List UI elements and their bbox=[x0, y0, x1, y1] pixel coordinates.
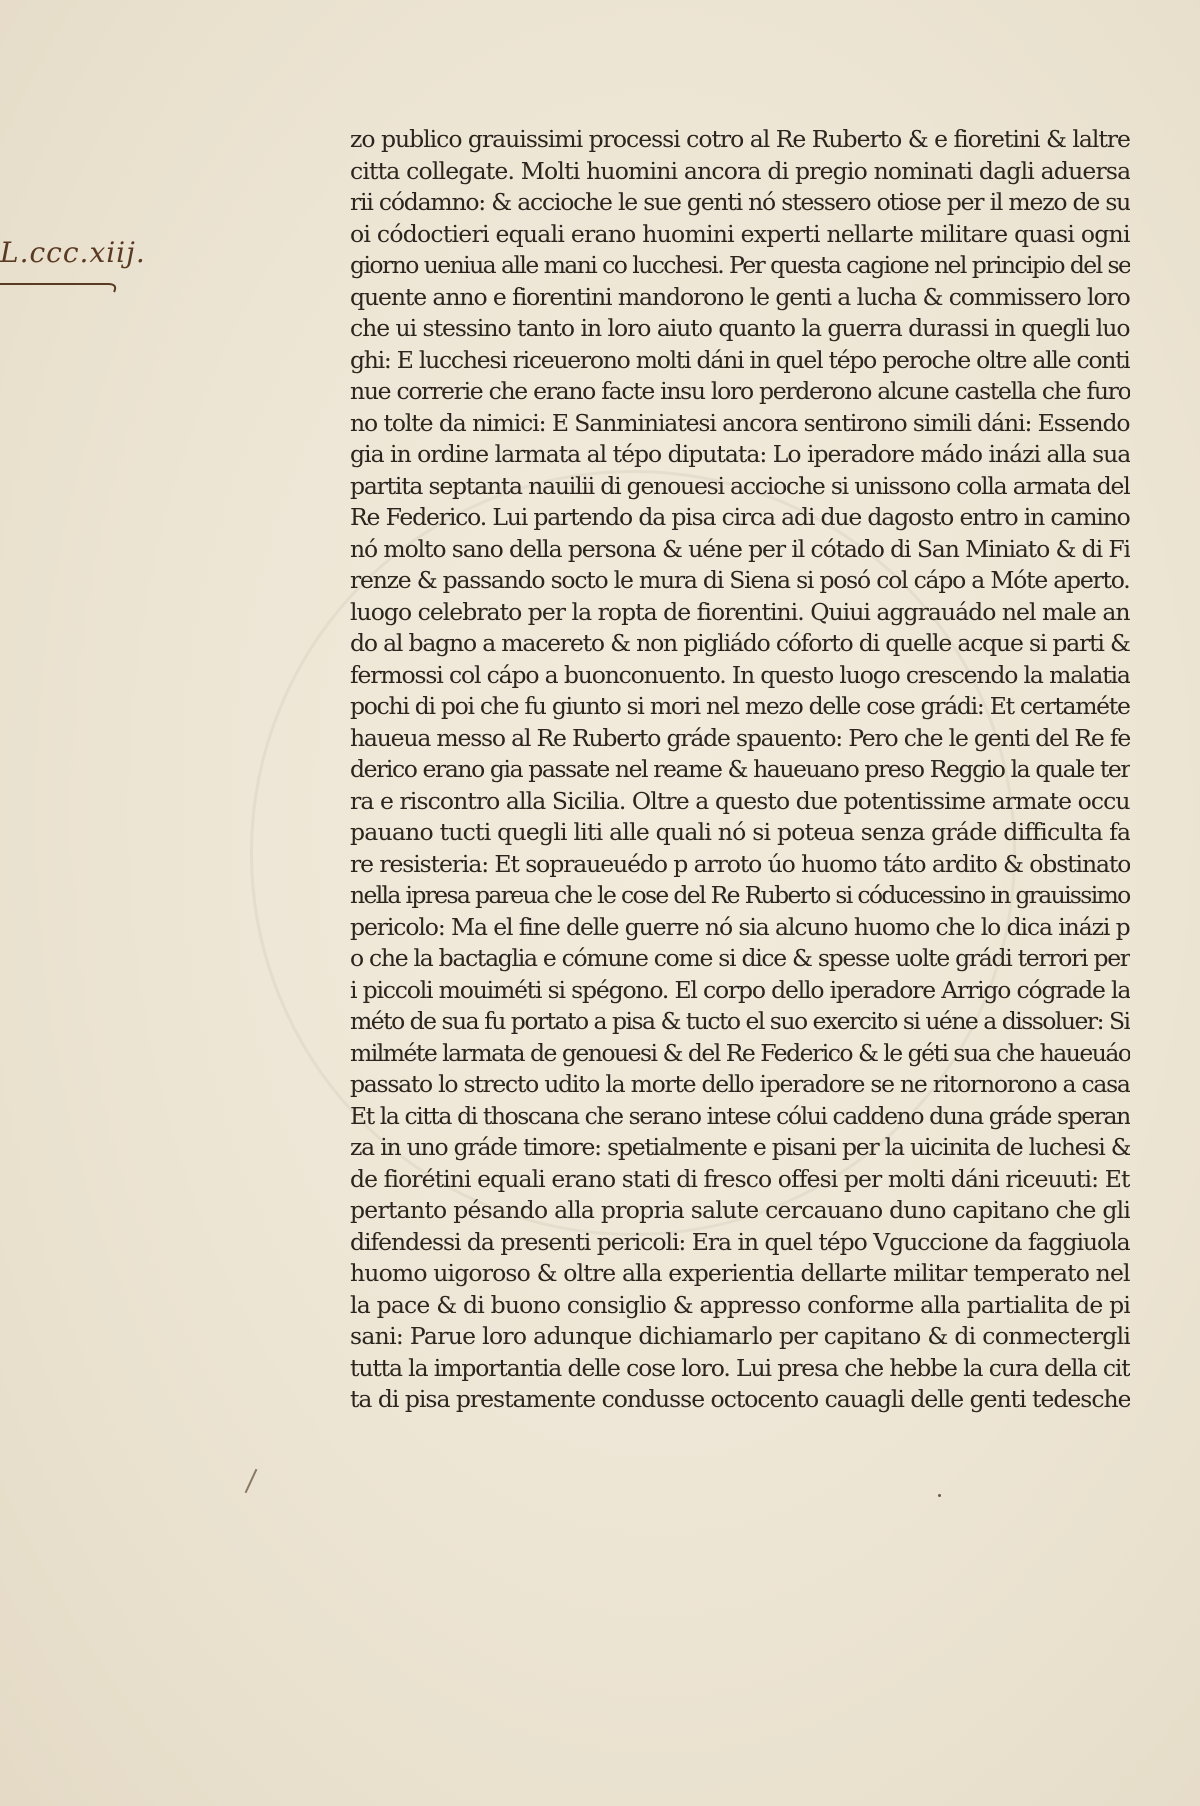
text-line: partita septanta nauilii di genouesi accioche si unissono colla armata del bbox=[350, 471, 1130, 500]
text-line: che ui stessino tanto in loro aiuto quanto la guerra durassi in quegli luo bbox=[350, 314, 1130, 342]
text-line: sani: Parue loro adunque dichiamarlo per capitano & di conmectergli bbox=[350, 1322, 1130, 1350]
text-line: milméte larmata de genouesi & del Re Federico & le géti sua che haueuáo bbox=[350, 1038, 1130, 1067]
text-line: pochi di poi che fu giunto si mori nel mezo delle cose grádi: Et certaméte bbox=[350, 692, 1130, 720]
text-line: derico erano gia passate nel reame & haueuano preso Reggio la quale ter bbox=[350, 755, 1130, 783]
text-line: re resisteria: Et sopraueuédo p arroto úo huomo táto ardito & obstinato bbox=[350, 849, 1130, 878]
text-line: oi códoctieri equali erano huomini experti nellarte militare quasi ogni bbox=[350, 219, 1130, 248]
text-line: renze & passando socto le mura di Siena si posó col cápo a Móte aperto. bbox=[350, 566, 1130, 594]
text-line: de fiorétini equali erano stati di fresco offesi per molti dáni riceuuti: Et bbox=[350, 1164, 1130, 1193]
text-line: nue correrie che erano facte insu loro perderono alcune castella che furo bbox=[350, 377, 1130, 405]
text-line: pertanto pésando alla propria salute cercauano duno capitano che gli bbox=[350, 1196, 1130, 1224]
text-line: no tolte da nimici: E Sanminiatesi ancora sentirono simili dáni: Essendo bbox=[350, 408, 1130, 437]
text-line: zo publico grauissimi processi cotro al Re Ruberto & e fioretini & laltre bbox=[350, 125, 1130, 153]
text-line: huomo uigoroso & oltre alla experientia dellarte militar temperato nel bbox=[350, 1259, 1130, 1287]
text-line: ra e riscontro alla Sicilia. Oltre a questo due potentissime armate occu bbox=[350, 786, 1130, 815]
text-line: Re Federico. Lui partendo da pisa circa adi due dagosto entro in camino bbox=[350, 503, 1130, 531]
text-line: la pace & di buono consiglio & appresso conforme alla partialita de pi bbox=[350, 1290, 1130, 1319]
text-line: rii códamno: & accioche le sue genti nó stessero otiose per il mezo de su bbox=[350, 188, 1130, 216]
text-line: passato lo strecto udito la morte dello iperadore se ne ritornorono a casa bbox=[350, 1070, 1130, 1098]
text-line: i piccoli mouiméti si spégono. El corpo dello iperadore Arrigo cógrade la bbox=[350, 975, 1130, 1004]
text-line: do al bagno a macereto & non pigliádo cóforto di quelle acque si parti & bbox=[350, 629, 1130, 657]
text-line: ta di pisa prestamente condusse octocento cauagli delle genti tedesche bbox=[350, 1385, 1130, 1413]
text-line: haueua messo al Re Ruberto gráde spauento: Pero che le genti del Re fe bbox=[350, 723, 1130, 752]
text-line: citta collegate. Molti huomini ancora di pregio nominati dagli aduersa bbox=[350, 156, 1130, 185]
stray-ink-dot bbox=[938, 1494, 941, 1497]
text-line: pauano tucti quegli liti alle quali nó si poteua senza gráde difficulta fa bbox=[350, 818, 1130, 846]
text-line: nella ipresa pareua che le cose del Re Ruberto si códucessino in grauissimo bbox=[350, 881, 1130, 909]
text-line: za in uno gráde timore: spetialmente e pisani per la uicinita de luchesi & bbox=[350, 1133, 1130, 1161]
text-line: tutta la importantia delle cose loro. Lui presa che hebbe la cura della cit bbox=[350, 1353, 1130, 1382]
margin-annotation: L.ccc.xiij. bbox=[0, 236, 146, 269]
text-line: difendessi da presenti pericoli: Era in quel tépo Vguccione da faggiuola bbox=[350, 1227, 1130, 1256]
text-line: Et la citta di thoscana che serano intese cólui caddeno duna gráde speran bbox=[350, 1101, 1130, 1130]
text-line: quente anno e fiorentini mandorono le genti a lucha & commissero loro bbox=[350, 282, 1130, 311]
text-line: luogo celebrato per la ropta de fiorentini. Quiui aggrauádo nel male an bbox=[350, 597, 1130, 626]
text-line: gia in ordine larmata al tépo diputata: Lo iperadore mádo inázi alla sua bbox=[350, 440, 1130, 468]
stray-pen-stroke bbox=[245, 1469, 258, 1493]
margin-flourish bbox=[0, 278, 120, 294]
text-column bbox=[350, 124, 1130, 1416]
text-line: méto de sua fu portato a pisa & tucto el suo exercito si uéne a dissoluer: Si bbox=[350, 1007, 1130, 1035]
text-line: giorno ueniua alle mani co lucchesi. Per questa cagione nel principio del se bbox=[350, 251, 1130, 279]
text-line: ghi: E lucchesi riceuerono molti dáni in quel tépo peroche oltre alle conti bbox=[350, 345, 1130, 374]
text-line: nó molto sano della persona & uéne per il cótado di San Miniato & di Fi bbox=[350, 534, 1130, 563]
text-line: o che la bactaglia e cómune come si dice & spesse uolte grádi terrori per bbox=[350, 944, 1130, 972]
text-line: pericolo: Ma el fine delle guerre nó sia alcuno huomo che lo dica inázi p bbox=[350, 912, 1130, 941]
text-line: fermossi col cápo a buonconuento. In questo luogo crescendo la malatia bbox=[350, 660, 1130, 689]
